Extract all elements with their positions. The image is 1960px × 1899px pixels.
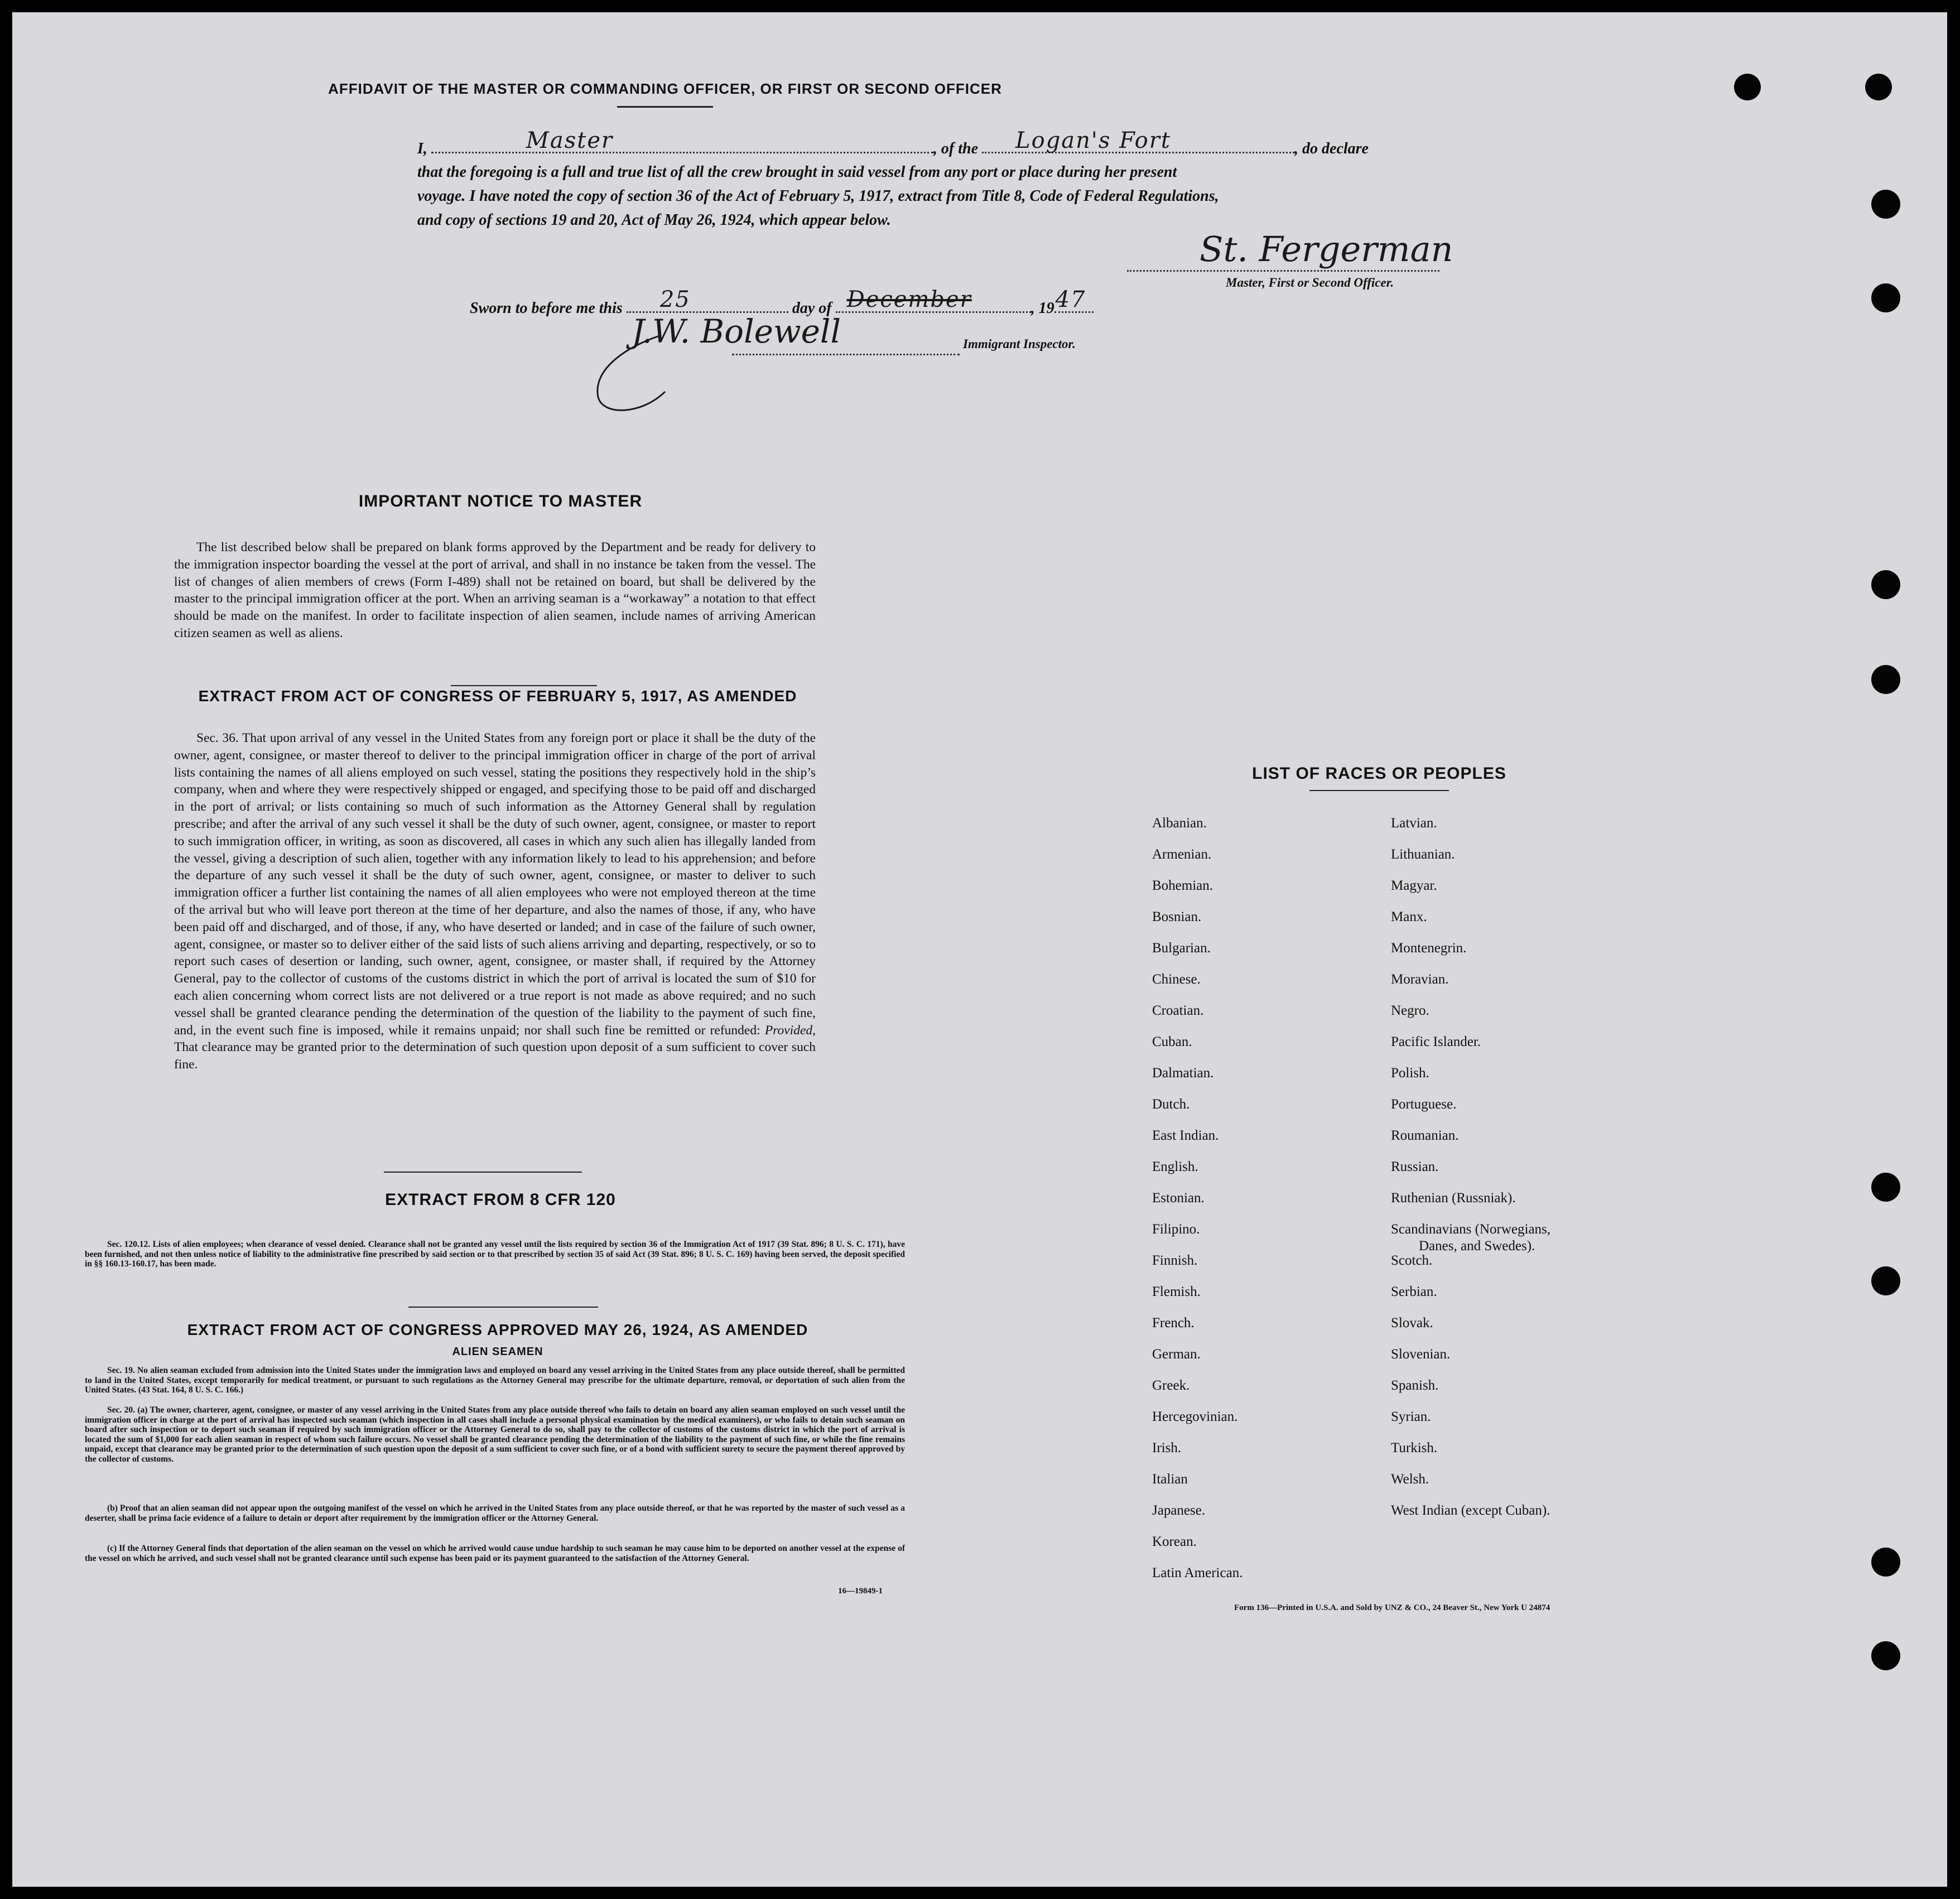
race-item: Pacific Islander. — [1391, 1034, 1481, 1049]
punch-hole — [1871, 1266, 1900, 1295]
extract-1917-heading: EXTRACT FROM ACT OF CONGRESS OF FEBRUARY 5, 1917, AS AMENDED — [198, 687, 797, 705]
sworn-year: 47 — [1055, 287, 1086, 312]
race-item: Dalmatian. — [1152, 1066, 1214, 1081]
declaration-line-1 — [417, 128, 1489, 161]
race-item: French. — [1152, 1315, 1195, 1331]
sworn-year-prefix: , 19 — [1030, 300, 1054, 317]
sec19-text: Sec. 19. No alien seaman excluded from admission into the United States under the immigration laws and employed on board any vessel arriving in the United States from any place outside thereof, shall be permitted to land in the United States, except temporarily for medical treatment, or pursuant to such regulations as the Attorney General may prescribe for the ultimate departure, removal, or deportation of such alien from the United States. (43 Stat. 164, 8 U. S. C. 166.) — [85, 1366, 905, 1395]
notice-heading: IMPORTANT NOTICE TO MASTER — [358, 492, 643, 510]
race-item: Montenegrin. — [1391, 941, 1467, 956]
master-name: Master — [526, 128, 614, 153]
race-item: Spanish. — [1391, 1378, 1439, 1393]
race-item: Ruthenian (Russniak). — [1391, 1191, 1516, 1206]
race-item: Roumanian. — [1391, 1128, 1459, 1143]
affidavit-title: AFFIDAVIT OF THE MASTER OR COMMANDING OFFICER, OR FIRST OR SECOND OFFICER — [328, 80, 1002, 97]
extract-1924-heading: EXTRACT FROM ACT OF CONGRESS APPROVED MAY 26, 1924, AS AMENDED — [187, 1321, 808, 1338]
master-signature-line — [1127, 270, 1439, 272]
race-item: Lithuanian. — [1391, 847, 1455, 862]
race-item: Negro. — [1391, 1003, 1429, 1018]
race-item: Korean. — [1152, 1534, 1197, 1549]
vessel-name: Logan's Fort — [1015, 128, 1171, 153]
print-code: 16—19849-1 — [838, 1587, 883, 1596]
sworn-month: December — [846, 287, 972, 312]
master-signature-label: Master, First or Second Officer. — [1226, 276, 1394, 290]
race-item: Bulgarian. — [1152, 941, 1211, 956]
race-item: Russian. — [1391, 1159, 1439, 1174]
race-item: East Indian. — [1152, 1128, 1219, 1143]
race-item: Scandinavians (Norwegians, — [1391, 1222, 1551, 1237]
race-item: Bohemian. — [1152, 878, 1213, 893]
race-item: Armenian. — [1152, 847, 1212, 862]
inspector-signature-line — [732, 354, 960, 355]
form-page — [12, 12, 1947, 1887]
race-item: Croatian. — [1152, 1003, 1204, 1018]
race-item: Greek. — [1152, 1378, 1190, 1393]
sec36-text: Sec. 36. That upon arrival of any vessel in the United States from any foreign port or place it shall be the duty of the owner, agent, consignee, or master thereof to deliver to the principal immigration officer in charge of the port of arrival lists containing the names of all aliens employed on such vessel, stating the positions they respectively hold in the ship’s company, when and where they were respectively shipped or engaged, and specifying those to be paid off and discharged in the port of arrival; or lists containing so much of such information as the Attorney General shall by regulation prescribe; and after the arrival of any such vessel it shall be the duty of such owner, agent, consignee, or master to report to such immigration officer, in writing, as soon as discovered, all cases in which any such alien has illegally landed from the vessel, giving a description of such alien, together with any information likely to lead to his apprehension; and before the departure of any such vessel it shall be the duty of such owner, agent, consignee, or master to deliver to such immigration officer a further list containing the names of all alien employees who were not employed thereon at the time of the arrival but who will leave port thereon at the time of her departure, and also the names of those, if any, who have been paid off and discharged, and of those, if any, who have deserted or landed; and in case of the failure of such owner, agent, consignee, or master so to deliver either of the said lists of such aliens arriving and departing, respectively, or so to report such cases of desertion or landing, such owner, agent, consignee, or master shall, if required by the Attorney General, pay to the collector of customs of the customs district in which the port of arrival is located the sum of $10 for each alien concerning whom correct lists are not delivered or a true report is not made as above required; and no such vessel shall be granted clearance pending the determination of the question of the liability to the payment of such fine, and, in the event such fine is imposed, while it remains unpaid; nor shall such fine be remitted or refunded: — [174, 731, 816, 1038]
race-item: Estonian. — [1152, 1191, 1205, 1206]
extract-1917-divider — [384, 1172, 582, 1173]
master-name-field[interactable] — [431, 128, 933, 153]
cfr-heading: EXTRACT FROM 8 CFR 120 — [385, 1191, 616, 1209]
race-item: English. — [1152, 1159, 1198, 1174]
race-item: Turkish. — [1391, 1440, 1438, 1455]
extract-1917-text — [174, 730, 816, 1073]
sworn-day-field[interactable] — [627, 287, 788, 313]
race-item: West Indian (except Cuban). — [1391, 1503, 1550, 1518]
declaration-line-2: that the foregoing is a full and true list of all the crew brought in said vessel from any port or place during her present — [417, 163, 1177, 181]
race-item: Polish. — [1391, 1066, 1429, 1081]
race-item: Welsh. — [1391, 1472, 1429, 1487]
race-item: Hercegovinian. — [1152, 1409, 1238, 1424]
sec20a-text: Sec. 20. (a) The owner, charterer, agent, consignee, or master of any vessel arriving in the United States from any place outside thereof who fails to detain on board any alien seaman employed on such vessel until the immigration officer in charge at the port of arrival has inspected such seaman (which inspection in all cases shall include a personal physical examination by the medical examiners), or who fails to detain such seaman on board after such inspection or to deport such seaman if required by such immigration officer or the Attorney General to do so, shall pay to the collector of customs of the customs district in which the port of arrival is located the sum of $1,000 for each alien seaman in respect of whom such failure occurs. No vessel shall be granted clearance pending the determination of the liability to the payment of such fine, or while the fine remains unpaid, except that clearance may be granted prior to the determination of such question upon the deposit of a sum sufficient to cover such fine, or of a bond with sufficient surety to secure the payment thereof approved by the collector of customs. — [85, 1405, 905, 1464]
notice-divider — [451, 685, 597, 686]
cfr-divider — [408, 1307, 598, 1308]
punch-hole — [1865, 74, 1892, 100]
punch-hole — [1734, 74, 1761, 100]
race-item: Syrian. — [1391, 1409, 1431, 1424]
race-item: Bosnian. — [1152, 909, 1202, 924]
of-the-label: , of the — [933, 140, 979, 157]
race-item: Chinese. — [1152, 972, 1201, 987]
master-signature: St. Fergerman — [1200, 229, 1453, 269]
punch-hole — [1871, 283, 1900, 312]
race-item: Albanian. — [1152, 816, 1207, 831]
declaration-line-3: voyage. I have noted the copy of section 36 of the Act of February 5, 1917, extract from Title 8, Code of Federal Regulations, — [417, 187, 1219, 205]
provided-word: Provided, — [764, 1023, 816, 1038]
i-label: I, — [417, 140, 427, 157]
sec36-suffix: That clearance may be granted prior to the determination of such question upon deposit of a sum sufficient to cover such fine. — [174, 1040, 816, 1072]
cfr-text: Sec. 120.12. Lists of alien employees; when clearance of vessel denied. Clearance shall not be granted any vessel until the lists required by section 36 of the Immigration Act of 1917 (39 Stat. 896; 8 U. S. C. 171), have been furnished, and not then unless notice of liability to the administrative fine prescribed by said section or to that prescribed by section 35 of said Act (39 Stat. 896; 8 U. S. C. 169) having been served, the deposit specified in §§ 160.13-160.17, has been made. — [85, 1240, 905, 1269]
inspector-signature: J.W. Bolewell — [632, 312, 841, 350]
race-item: Slovak. — [1391, 1315, 1433, 1331]
punch-hole — [1871, 1548, 1900, 1577]
do-declare-label: , do declare — [1294, 140, 1369, 157]
race-item: Slovenian. — [1391, 1347, 1451, 1362]
race-item: Serbian. — [1391, 1284, 1437, 1299]
race-item: German. — [1152, 1347, 1201, 1362]
declaration-line-4: and copy of sections 19 and 20, Act of May 26, 1924, which appear below. — [417, 211, 891, 229]
race-item: Italian — [1152, 1472, 1188, 1487]
race-item: Moravian. — [1391, 972, 1449, 987]
punch-hole — [1871, 570, 1900, 599]
race-item: Scotch. — [1391, 1253, 1433, 1268]
race-item: Filipino. — [1152, 1222, 1200, 1237]
race-item: Danes, and Swedes). — [1419, 1238, 1535, 1254]
notice-text: The list described below shall be prepared on blank forms approved by the Department and be ready for delivery to the immigration inspector boarding the vessel at the port of arrival, and shall in no instance be taken from the vessel. The list of changes of alien members of crews (Form I-489) shall not be retained on board, but shall be delivered by the master to the principal immigration officer at the port. When an arriving seaman is a “workaway” a notation to that effect should be made on the manifest. In order to facilitate inspection of alien seamen, include names of arriving American citizen seamen as well as aliens. — [174, 540, 816, 640]
punch-hole — [1871, 190, 1900, 219]
inspector-label: Immigrant Inspector. — [963, 337, 1076, 351]
sec20b-text: (b) Proof that an alien seaman did not appear upon the outgoing manifest of the vessel on which he arrived in the United States from any place outside thereof, or that he was reported by the master of such vessel as a deserter, shall be prima facie evidence of a failure to detain or deport after requirement by the immigration officer or the Attorney General. — [85, 1503, 905, 1523]
vessel-name-field[interactable] — [982, 128, 1294, 153]
races-heading: LIST OF RACES OR PEOPLES — [1252, 764, 1506, 783]
race-item: Latvian. — [1391, 816, 1437, 831]
signature-flourish — [581, 325, 693, 420]
race-item: Manx. — [1391, 909, 1427, 924]
day-of-label: day of — [792, 300, 832, 317]
race-item: Irish. — [1152, 1440, 1182, 1455]
punch-hole — [1871, 1173, 1900, 1202]
sworn-year-field[interactable] — [1054, 287, 1094, 313]
sworn-day: 25 — [659, 287, 691, 312]
race-item: Dutch. — [1152, 1097, 1190, 1112]
races-divider — [1309, 790, 1449, 791]
title-divider — [617, 106, 713, 108]
race-item: Finnish. — [1152, 1253, 1198, 1268]
race-item: Japanese. — [1152, 1503, 1206, 1518]
punch-hole — [1871, 1641, 1900, 1670]
race-item: Flemish. — [1152, 1284, 1201, 1299]
sec20c-text: (c) If the Attorney General finds that deportation of the alien seaman on the vessel on which he arrived would cause undue hardship to such seaman he may cause him to be deported on another vessel at the expense of the vessel on which he arrived, and such vessel shall not be granted clearance until such expense has been paid or its payment guaranteed to the satisfaction of the Attorney General. — [85, 1544, 905, 1563]
sworn-prefix: Sworn to before me this — [470, 300, 623, 317]
punch-hole — [1871, 665, 1900, 694]
race-item: Magyar. — [1391, 878, 1437, 893]
race-item: Latin American. — [1152, 1565, 1243, 1580]
form-footer: Form 136—Printed in U.S.A. and Sold by UNZ & CO., 24 Beaver St., New York U 24874 — [1234, 1603, 1550, 1612]
sworn-month-field[interactable] — [836, 287, 1031, 313]
race-item: Portuguese. — [1391, 1097, 1457, 1112]
race-item: Cuban. — [1152, 1034, 1192, 1049]
alien-seamen-subheading: ALIEN SEAMEN — [452, 1346, 543, 1358]
